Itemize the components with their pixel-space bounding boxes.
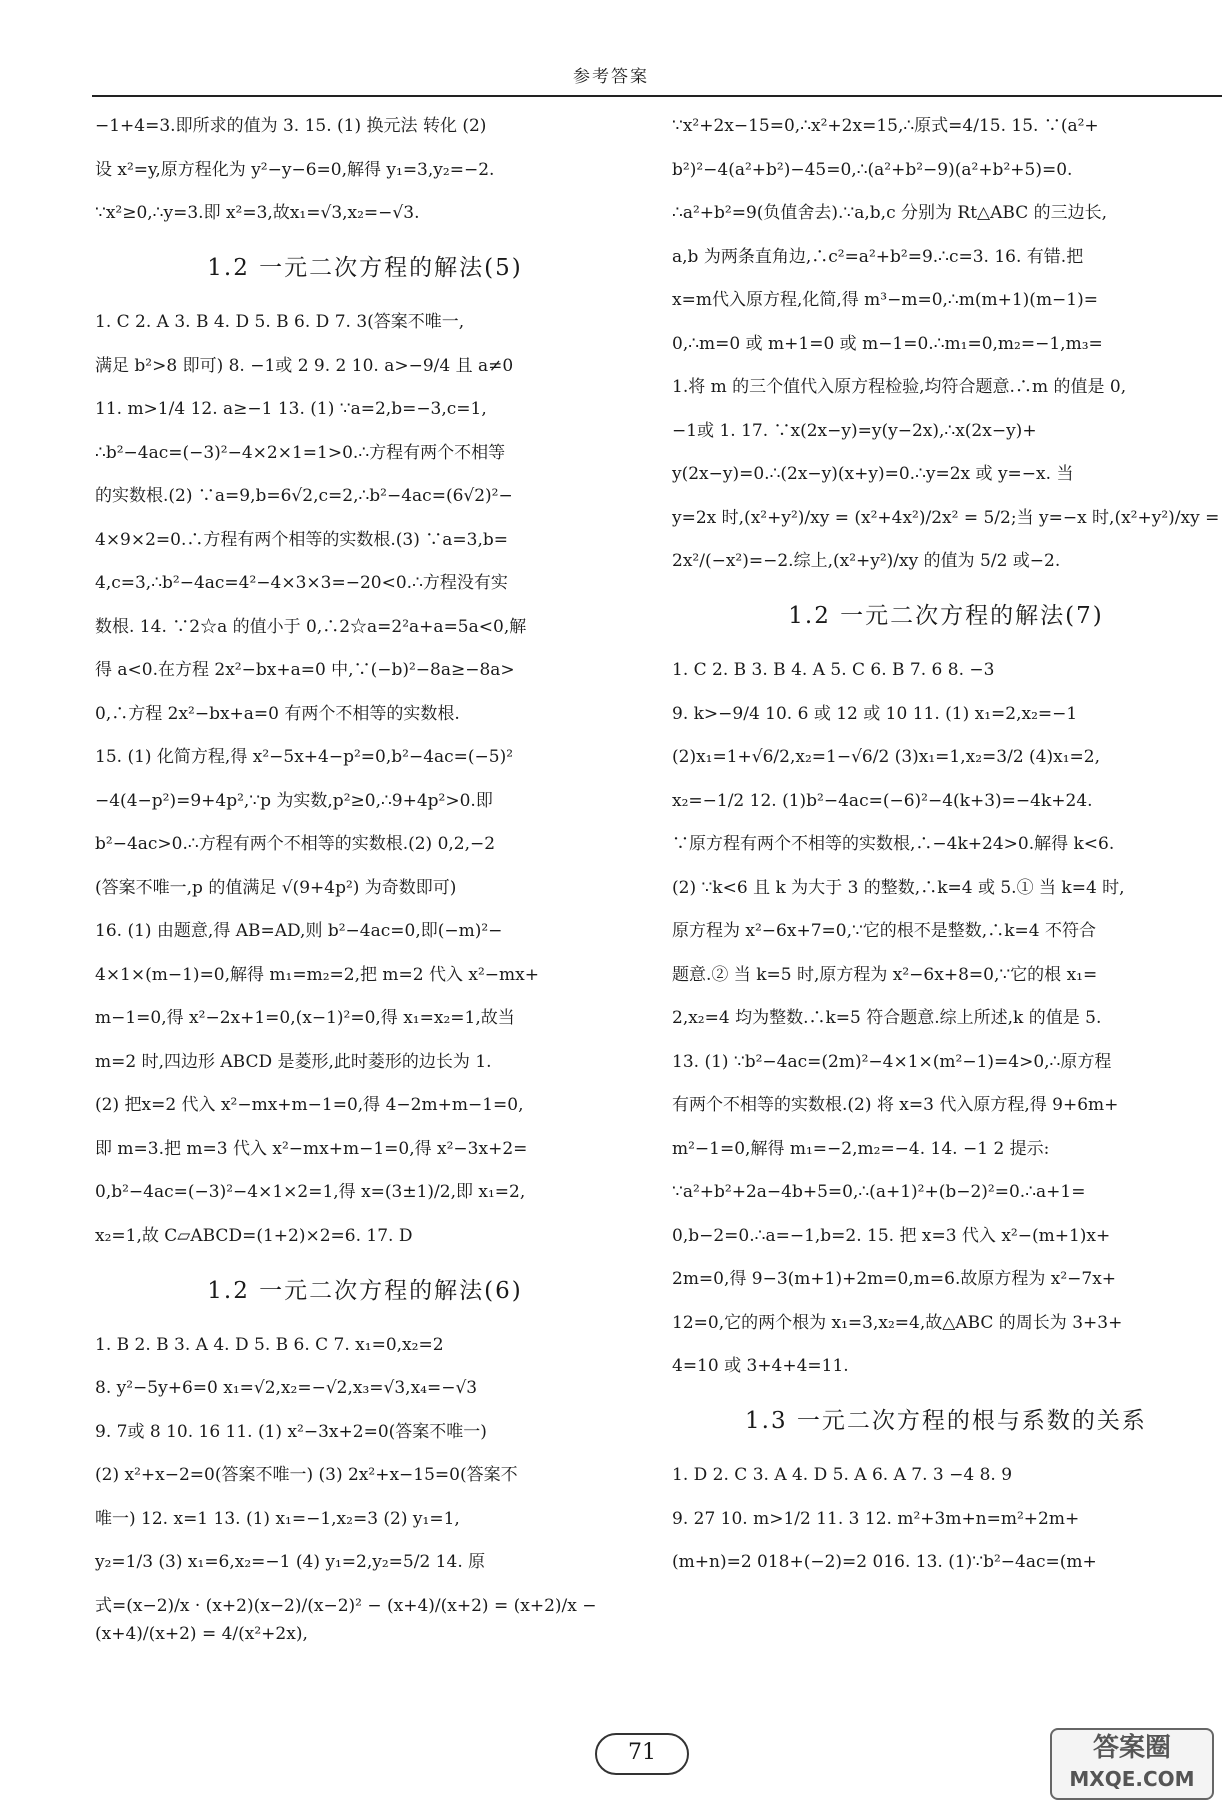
answer-line: 0,∴m=0 或 m+1=0 或 m−1=0.∴m₁=0,m₂=−1,m₃=: [672, 333, 1103, 354]
answer-line: 4,c=3,∴b²−4ac=4²−4×3×3=−20<0.∴方程没有实: [95, 573, 508, 593]
answer-line: 11. m>1/4 12. a≥−1 13. (1) ∵a=2,b=−3,c=1,: [95, 399, 487, 419]
answer-line: 4×9×2=0.∴方程有两个相等的实数根.(3) ∵a=3,b=: [95, 529, 509, 550]
answer-line: 1. C 2. A 3. B 4. D 5. B 6. D 7. 3(答案不唯一,: [95, 312, 465, 332]
answer-line: 1. D 2. C 3. A 4. D 5. A 6. A 7. 3 −4 8. 9: [672, 1465, 1013, 1485]
answer-line: 4×1×(m−1)=0,解得 m₁=m₂=2,把 m=2 代入 x²−mx+: [95, 964, 540, 985]
answer-line: 16. (1) 由题意,得 AB=AD,则 b²−4ac=0,即(−m)²−: [95, 921, 503, 941]
answer-line: ∴a²+b²=9(负值舍去).∵a,b,c 分别为 Rt△ABC 的三边长,: [672, 203, 1108, 223]
answer-line: 唯一) 12. x=1 13. (1) x₁=−1,x₂=3 (2) y₁=1,: [95, 1508, 460, 1529]
answer-line: ∵原方程有两个不相等的实数根,∴−4k+24>0.解得 k<6.: [672, 834, 1115, 854]
answer-line: 4=10 或 3+4+4=11.: [672, 1356, 849, 1376]
page-number: 71: [595, 1733, 689, 1775]
section-title: 1.2 一元二次方程的解法(5): [207, 255, 523, 281]
answer-line: m²−1=0,解得 m₁=−2,m₂=−4. 14. −1 2 提示:: [672, 1138, 1050, 1159]
answer-line: ∵x²≥0,∴y=3.即 x²=3,故x₁=√3,x₂=−√3.: [95, 203, 420, 223]
answer-line: 12=0,它的两个根为 x₁=3,x₂=4,故△ABC 的周长为 3+3+: [672, 1312, 1123, 1333]
left-column: [95, 112, 635, 1663]
answer-line: 0,b²−4ac=(−3)²−4×1×2=1,得 x=(3±1)/2,即 x₁=2,: [95, 1182, 526, 1202]
answer-line: −1+4=3.即所求的值为 3. 15. (1) 换元法 转化 (2): [95, 116, 487, 136]
answer-line: −4(4−p²)=9+4p²,∵p 为实数,p²≥0,∴9+4p²>0.即: [95, 790, 493, 811]
answer-line: 9. 7或 8 10. 16 11. (1) x²−3x+2=0(答案不唯一): [95, 1421, 487, 1442]
answer-line: 9. 27 10. m>1/2 11. 3 12. m²+3m+n=m²+2m+: [672, 1508, 1080, 1529]
answer-line: x₂=1,故 C▱ABCD=(1+2)×2=6. 17. D: [95, 1225, 413, 1246]
watermark-logo: [1050, 1728, 1214, 1800]
answer-line: 题意.② 当 k=5 时,原方程为 x²−6x+8=0,∵它的根 x₁=: [672, 964, 1098, 985]
answer-line: 8. y²−5y+6=0 x₁=√2,x₂=−√2,x₃=√3,x₄=−√3: [95, 1378, 478, 1398]
answer-line: 1.将 m 的三个值代入原方程检验,均符合题意.∴m 的值是 0,: [672, 377, 1127, 397]
answer-line: 有两个不相等的实数根.(2) 将 x=3 代入原方程,得 9+6m+: [672, 1095, 1119, 1115]
answer-line: x=m代入原方程,化简,得 m³−m=0,∴m(m+1)(m−1)=: [672, 290, 1098, 310]
right-column: [672, 112, 1220, 1592]
answer-line: −1或 1. 17. ∵x(2x−y)=y(y−2x),∴x(2x−y)+: [672, 420, 1037, 441]
answer-line: 0,b−2=0.∴a=−1,b=2. 15. 把 x=3 代入 x²−(m+1)x+: [672, 1225, 1111, 1246]
answer-line: 9. k>−9/4 10. 6 或 12 或 10 11. (1) x₁=2,x₂=−1: [672, 703, 1078, 724]
answer-line: 得 a<0.在方程 2x²−bx+a=0 中,∵(−b)²−8a≥−8a>: [95, 660, 515, 680]
answer-line: 满足 b²>8 即可) 8. −1或 2 9. 2 10. a>−9/4 且 a≠0: [95, 355, 514, 376]
answer-line: 设 x²=y,原方程化为 y²−y−6=0,解得 y₁=3,y₂=−2.: [95, 159, 495, 180]
answer-line: ∵x²+2x−15=0,∴x²+2x=15,∴原式=4/15. 15. ∵(a²+: [672, 116, 1099, 136]
answer-line: (2) ∵k<6 且 k 为大于 3 的整数,∴k=4 或 5.① 当 k=4 时,: [672, 877, 1125, 898]
answer-line: 的实数根.(2) ∵a=9,b=6√2,c=2,∴b²−4ac=(6√2)²−: [95, 486, 513, 506]
answer-line: (答案不唯一,p 的值满足 √(9+4p²) 为奇数即可): [95, 877, 457, 898]
watermark-text-top: 答案圈: [1092, 1733, 1171, 1763]
answer-line: m=2 时,四边形 ABCD 是菱形,此时菱形的边长为 1.: [95, 1051, 492, 1072]
header-divider: [92, 95, 1222, 97]
answer-line: 即 m=3.把 m=3 代入 x²−mx+m−1=0,得 x²−3x+2=: [95, 1138, 528, 1159]
answer-line: 15. (1) 化简方程,得 x²−5x+4−p²=0,b²−4ac=(−5)²: [95, 747, 514, 767]
answer-line: 13. (1) ∵b²−4ac=(2m)²−4×1×(m²−1)=4>0,∴原方程: [672, 1051, 1112, 1072]
answer-line: y(2x−y)=0.∴(2x−y)(x+y)=0.∴y=2x 或 y=−x. 当: [672, 464, 1074, 484]
answer-line: b²−4ac>0.∴方程有两个不相等的实数根.(2) 0,2,−2: [95, 834, 496, 854]
answer-line: x₂=−1/2 12. (1)b²−4ac=(−6)²−4(k+3)=−4k+24.: [672, 790, 1093, 811]
section-title: 1.3 一元二次方程的根与系数的关系: [745, 1408, 1147, 1434]
page-header-title: 参考答案: [573, 67, 649, 87]
answer-line: 原方程为 x²−6x+7=0,∵它的根不是整数,∴k=4 不符合: [672, 921, 1096, 941]
answer-line: b²)²−4(a²+b²)−45=0,∴(a²+b²−9)(a²+b²+5)=0.: [672, 159, 1073, 180]
answer-line: m−1=0,得 x²−2x+1=0,(x−1)²=0,得 x₁=x₂=1,故当: [95, 1008, 515, 1028]
answer-line: y₂=1/3 (3) x₁=6,x₂=−1 (4) y₁=2,y₂=5/2 14. 原: [95, 1552, 486, 1572]
answer-line: 2m=0,得 9−3(m+1)+2m=0,m=6.故原方程为 x²−7x+: [672, 1269, 1117, 1289]
answer-line: 2,x₂=4 均为整数.∴k=5 符合题意.综上所述,k 的值是 5.: [672, 1008, 1102, 1028]
answer-line: 数根. 14. ∵2☆a 的值小于 0,∴2☆a=2²a+a=5a<0,解: [95, 616, 527, 637]
answer-line: (m+n)=2 018+(−2)=2 016. 13. (1)∵b²−4ac=(m+: [672, 1552, 1097, 1572]
answer-line: 式=(x−2)/x · (x+2)(x−2)/(x−2)² − (x+4)/(x+2) = (x+2)/x − (x+4)/(x+2) = 4/(x²+2x),: [95, 1595, 597, 1644]
answer-line: 0,∴方程 2x²−bx+a=0 有两个不相等的实数根.: [95, 703, 460, 724]
section-title: 1.2 一元二次方程的解法(7): [788, 603, 1104, 629]
answer-line: 1. C 2. B 3. B 4. A 5. C 6. B 7. 6 8. −3: [672, 660, 995, 680]
section-title: 1.2 一元二次方程的解法(6): [207, 1277, 523, 1304]
answer-line: 2x²/(−x²)=−2.综上,(x²+y²)/xy 的值为 5/2 或−2.: [672, 551, 1061, 571]
answer-line: y=2x 时,(x²+y²)/xy = (x²+4x²)/2x² = 5/2;当 y=−x 时,(x²+y²)/xy =: [672, 507, 1220, 528]
answer-line: (2) x²+x−2=0(答案不唯一) (3) 2x²+x−15=0(答案不: [95, 1465, 518, 1485]
answer-line: a,b 为两条直角边,∴c²=a²+b²=9.∴c=3. 16. 有错.把: [672, 246, 1084, 267]
answer-line: ∴b²−4ac=(−3)²−4×2×1=1>0.∴方程有两个不相等: [95, 442, 506, 463]
answer-line: ∵a²+b²+2a−4b+5=0,∴(a+1)²+(b−2)²=0.∴a+1=: [672, 1182, 1086, 1202]
answer-line: (2) 把x=2 代入 x²−mx+m−1=0,得 4−2m+m−1=0,: [95, 1095, 524, 1115]
answer-line: 1. B 2. B 3. A 4. D 5. B 6. C 7. x₁=0,x₂=2: [95, 1334, 444, 1355]
watermark-text-bottom: MXQE.COM: [1069, 1767, 1195, 1791]
answer-line: (2)x₁=1+√6/2,x₂=1−√6/2 (3)x₁=1,x₂=3/2 (4)x₁=2,: [672, 747, 1100, 767]
